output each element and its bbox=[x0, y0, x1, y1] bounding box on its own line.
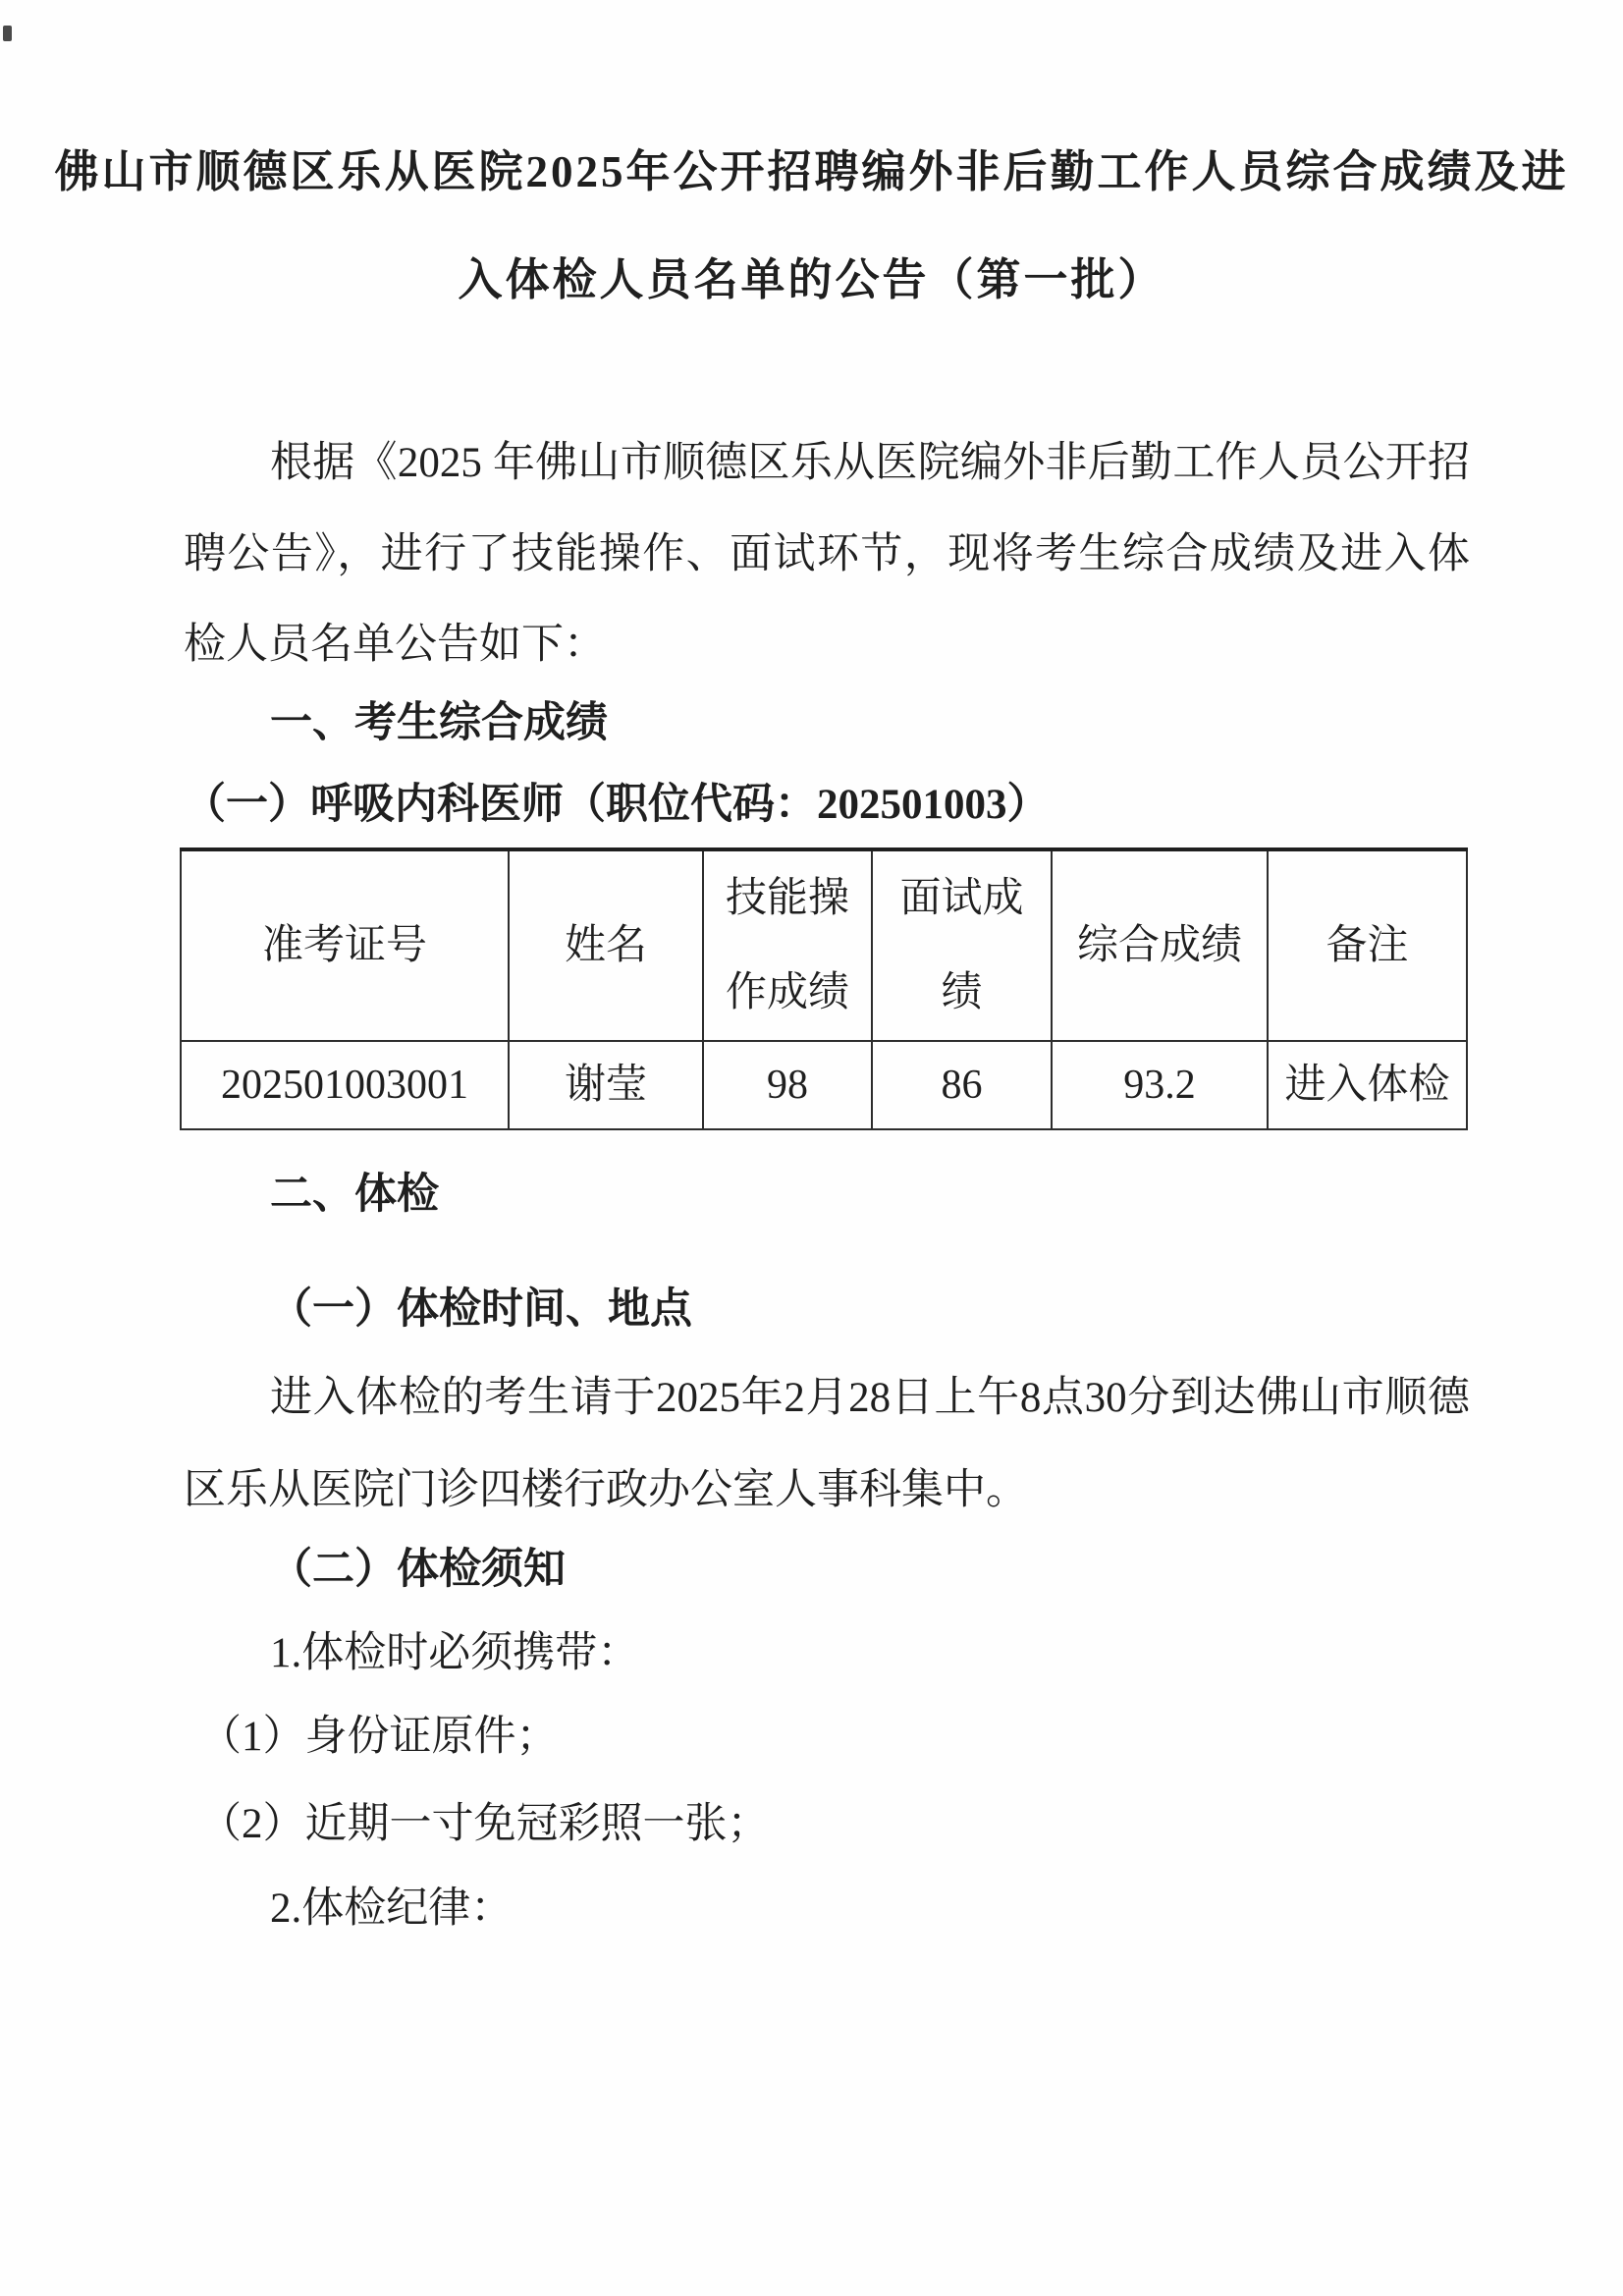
cell-interview-score: 86 bbox=[872, 1041, 1052, 1129]
column-header-overall-score: 综合成绩 bbox=[1052, 849, 1268, 1041]
exam-info-line-1: 进入体检的考生请于2025年2月28日上午8点30分到达佛山市顺德 bbox=[270, 1375, 1470, 1421]
scan-artifact bbox=[3, 26, 12, 41]
column-header-skill-score: 技能操作成绩 bbox=[703, 849, 872, 1041]
notice-item-2: 2.体检纪律： bbox=[270, 1886, 514, 1932]
notice-item-1: 1.体检时必须携带： bbox=[270, 1630, 640, 1676]
cell-exam-number: 202501003001 bbox=[181, 1041, 509, 1129]
intro-paragraph-line-2: 聘公告》，进行了技能操作、面试环节，现将考生综合成绩及进入体 bbox=[184, 531, 1470, 577]
column-header-remarks: 备注 bbox=[1268, 849, 1467, 1041]
exam-info-line-2: 区乐从医院门诊四楼行政办公室人事科集中。 bbox=[184, 1467, 1028, 1513]
score-table-header-row bbox=[181, 849, 1467, 1041]
notice-item-1-sub-2: （2）近期一寸免冠彩照一张； bbox=[199, 1801, 770, 1847]
column-header-name: 姓名 bbox=[509, 849, 703, 1041]
section-1-subheading: （一）呼吸内科医师（职位代码：202501003） bbox=[184, 782, 1050, 828]
intro-paragraph-line-1: 根据《2025 年佛山市顺德区乐从医院编外非后勤工作人员公开招 bbox=[270, 440, 1470, 486]
section-2-sub1-heading: （一）体检时间、地点 bbox=[270, 1286, 692, 1333]
column-header-interview-score: 面试成绩 bbox=[872, 849, 1052, 1041]
intro-paragraph-line-3: 检人员名单公告如下： bbox=[184, 622, 606, 668]
document-title-line-2: 入体检人员名单的公告（第一批） bbox=[458, 255, 1165, 304]
cell-name: 谢莹 bbox=[509, 1041, 703, 1129]
cell-overall-score: 93.2 bbox=[1052, 1041, 1268, 1129]
section-1-heading: 一、考生综合成绩 bbox=[270, 700, 608, 746]
notice-item-1-sub-1: （1）身份证原件； bbox=[199, 1714, 559, 1760]
document-title-line-1: 佛山市顺德区乐从医院2025年公开招聘编外非后勤工作人员综合成绩及进 bbox=[54, 147, 1569, 196]
cell-remarks: 进入体检 bbox=[1268, 1041, 1467, 1129]
section-2-heading: 二、体检 bbox=[270, 1172, 439, 1218]
score-table bbox=[180, 847, 1468, 1130]
cell-skill-score: 98 bbox=[703, 1041, 872, 1129]
score-table-data-row bbox=[181, 1041, 1467, 1129]
section-2-sub2-heading: （二）体检须知 bbox=[270, 1547, 566, 1593]
column-header-exam-number: 准考证号 bbox=[181, 849, 509, 1041]
